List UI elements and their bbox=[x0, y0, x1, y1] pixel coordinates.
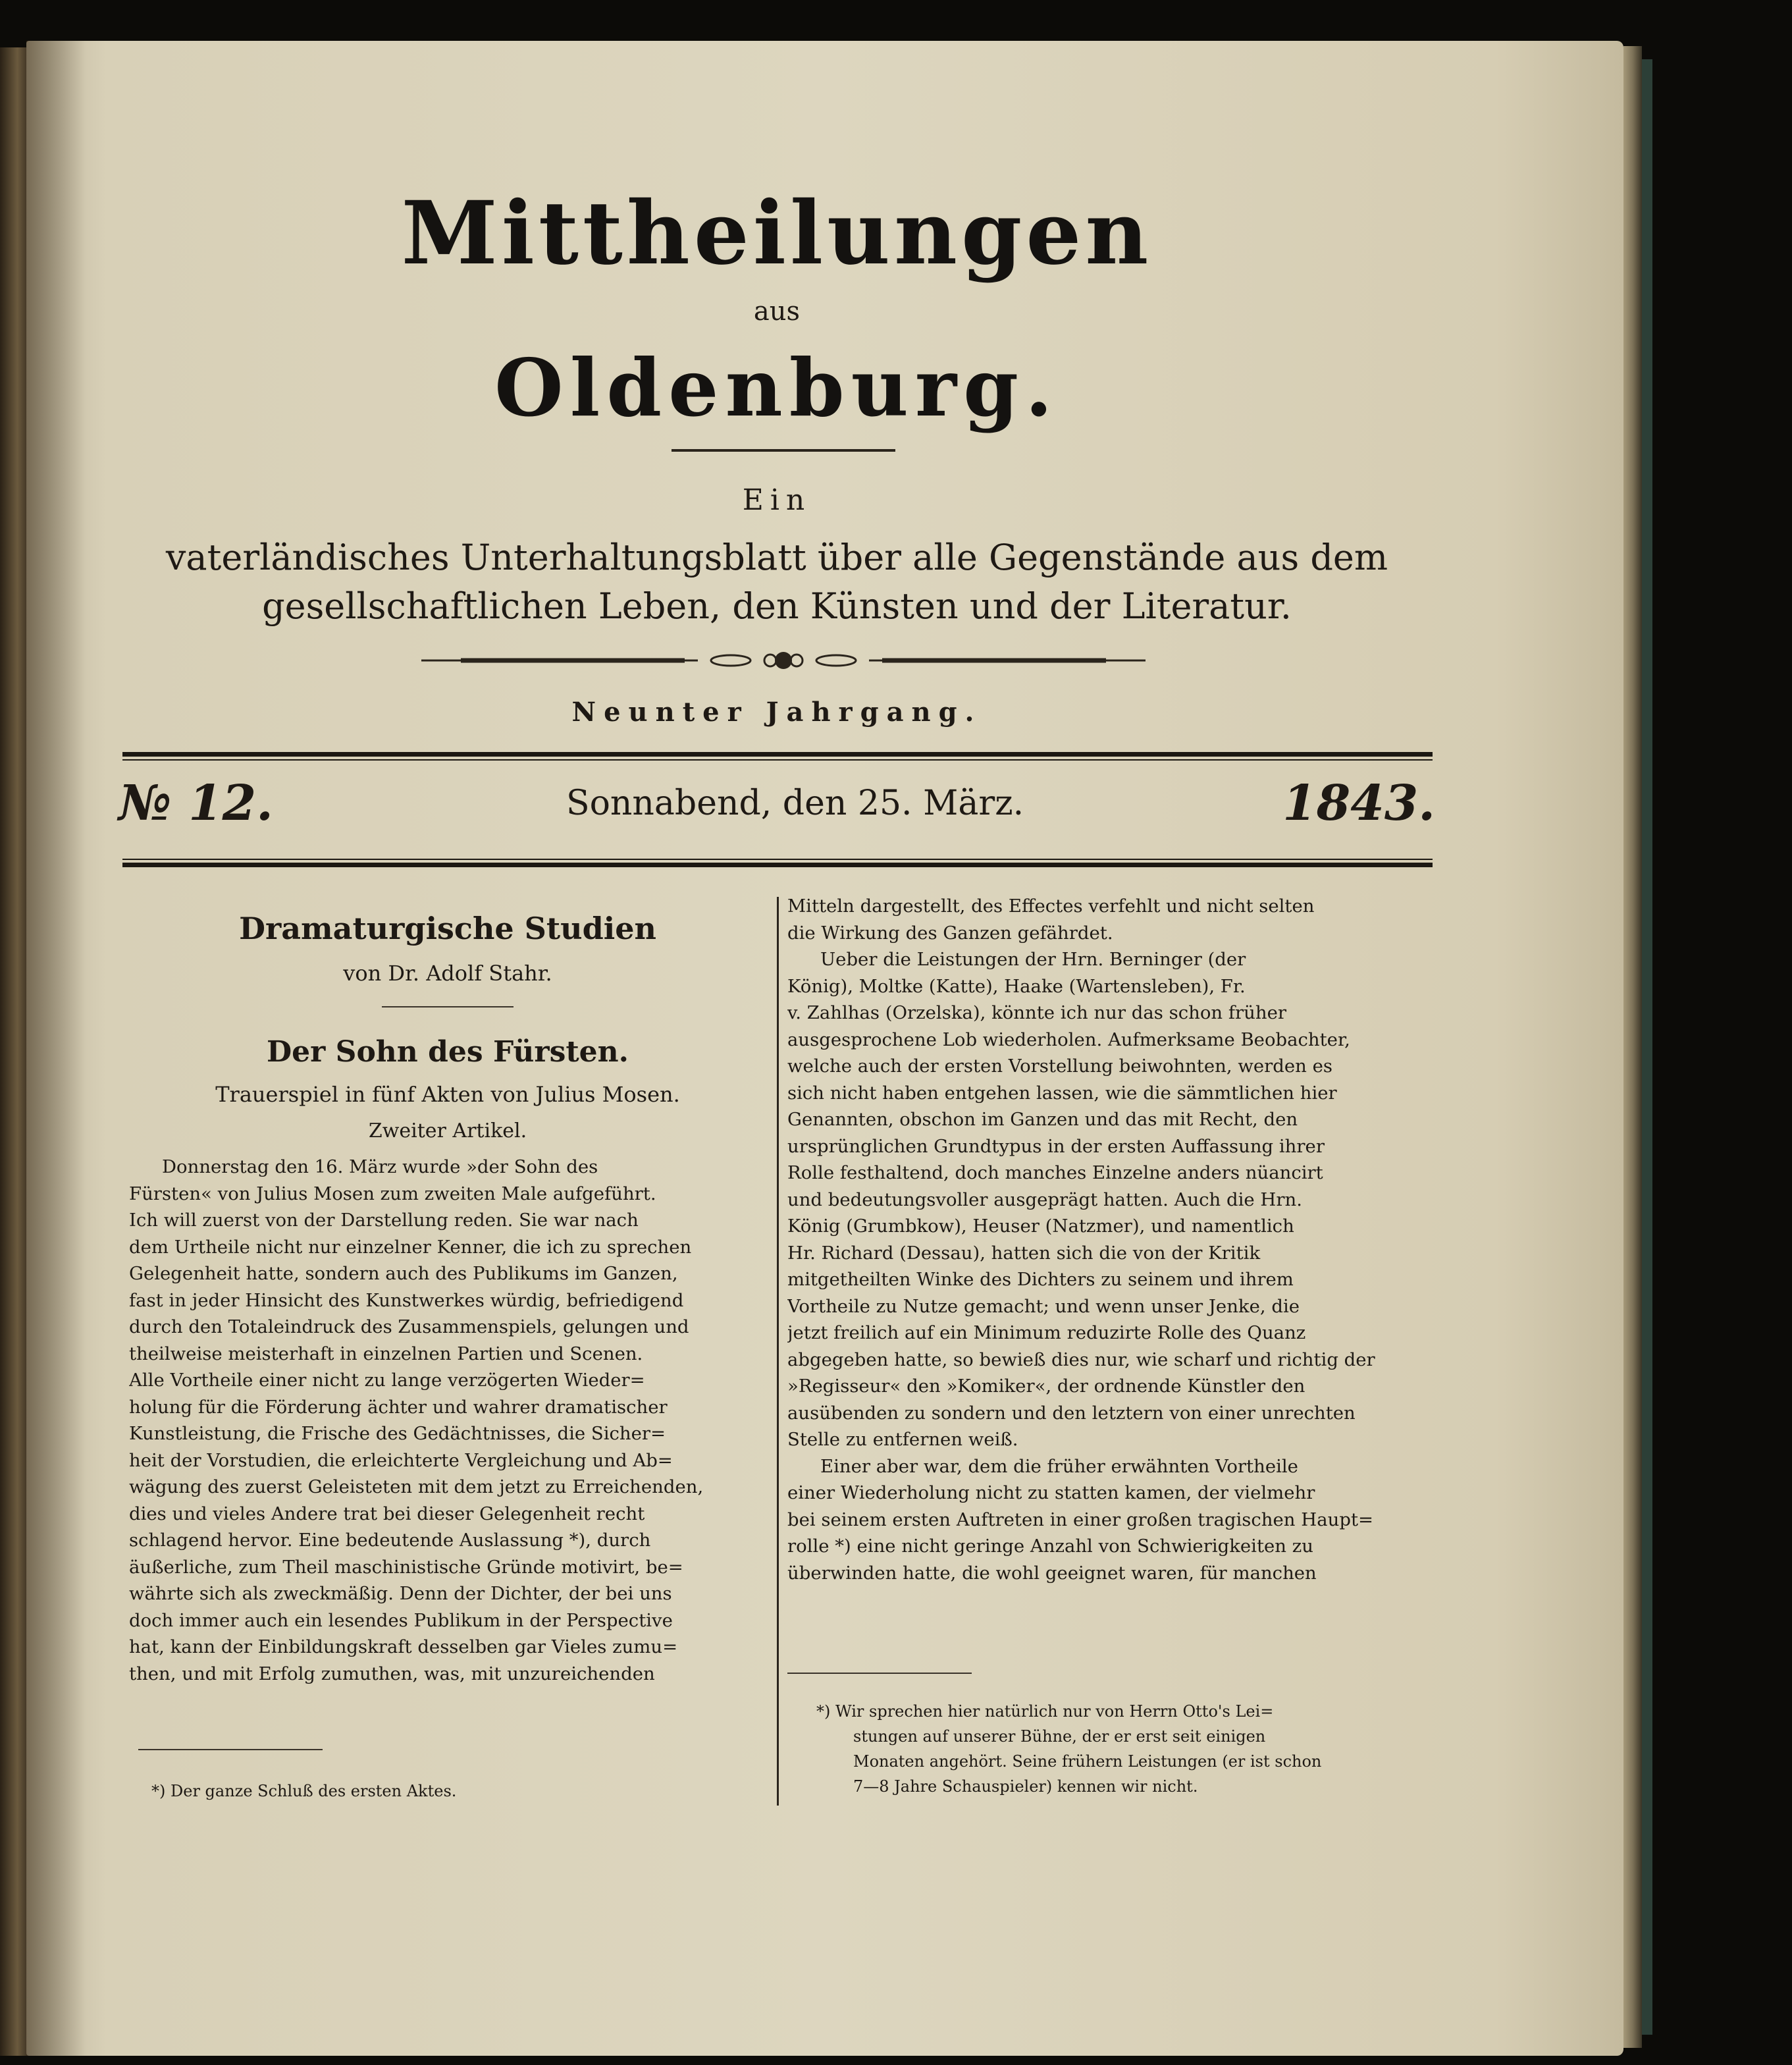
text-line: König (Grumbkow), Heuser (Natzmer), und namentlich bbox=[787, 1216, 1294, 1237]
text-line: hat, kann der Einbildungskraft desselben gar Vieles zumu= bbox=[129, 1636, 678, 1657]
text-line: Gelegenheit hatte, sondern auch des Publikums im Ganzen, bbox=[129, 1263, 678, 1284]
masthead-title: Mittheilungen bbox=[401, 182, 1153, 284]
text-line: then, und mit Erfolg zumuthen, was, mit unzureichenden bbox=[129, 1663, 655, 1684]
text-line: König), Moltke (Katte), Haake (Wartensleben), Fr. bbox=[787, 975, 1246, 997]
issue-number: № 12. bbox=[119, 775, 273, 832]
text-line: Stelle zu entfernen weiß. bbox=[787, 1429, 1018, 1450]
book-cover-edge bbox=[1642, 59, 1652, 2035]
issue-year: 1843. bbox=[1282, 775, 1435, 832]
text-line: Ich will zuerst von der Darstellung reden. Sie war nach bbox=[129, 1210, 639, 1231]
footnote-left: *) Der ganze Schluß des ersten Aktes. bbox=[151, 1782, 457, 1800]
column-divider bbox=[777, 897, 779, 1806]
issue-rule-bottom-thin bbox=[122, 859, 1433, 860]
footnote-line: *) Wir sprechen hier natürlich nur von Herrn Otto's Lei= bbox=[816, 1702, 1274, 1721]
previous-leaf bbox=[0, 47, 29, 2056]
footnote-line: stungen auf unserer Bühne, der er erst seit einigen bbox=[853, 1727, 1266, 1746]
text-line: Kunstleistung, die Frische des Gedächtnisses, die Sicher= bbox=[129, 1423, 666, 1444]
article-author: von Dr. Adolf Stahr. bbox=[343, 961, 552, 986]
article-part: Zweiter Artikel. bbox=[368, 1119, 527, 1142]
text-line: Genannten, obschon im Ganzen und das mit Recht, den bbox=[787, 1109, 1298, 1130]
text-line: Mitteln dargestellt, des Effectes verfehlt und nicht selten bbox=[787, 896, 1315, 917]
issue-rule-bottom bbox=[122, 863, 1433, 867]
text-line: einer Wiederholung nicht zu statten kamen, der vielmehr bbox=[787, 1482, 1315, 1503]
text-line: Vortheile zu Nutze gemacht; und wenn unser Jenke, die bbox=[787, 1295, 1300, 1317]
issue-rule-top-thin bbox=[122, 759, 1433, 761]
text-line: welche auch der ersten Vorstellung beiwohnten, werden es bbox=[787, 1056, 1332, 1077]
text-line: rolle *) eine nicht geringe Anzahl von Schwierigkeiten zu bbox=[787, 1536, 1313, 1557]
text-line: die Wirkung des Ganzen gefährdet. bbox=[787, 922, 1113, 944]
text-line: »Regisseur« den »Komiker«, der ordnende Künstler den bbox=[787, 1376, 1305, 1397]
page-gutter-shadow bbox=[26, 41, 86, 2056]
text-line: fast in jeder Hinsicht des Kunstwerkes würdig, befriedigend bbox=[129, 1289, 684, 1311]
text-line: jetzt freilich auf ein Minimum reduzirte Rolle des Quanz bbox=[787, 1322, 1306, 1343]
text-line: Alle Vortheile einer nicht zu lange verzögerten Wieder= bbox=[129, 1370, 645, 1391]
text-line: überwinden hatte, die wohl geeignet waren, für manchen bbox=[787, 1562, 1317, 1584]
ornament-rule bbox=[421, 652, 1146, 669]
text-line: sich nicht haben entgehen lassen, wie die sämmtlichen hier bbox=[787, 1082, 1337, 1104]
article-title: Dramaturgische Studien bbox=[239, 911, 656, 946]
issue-date: Sonnabend, den 25. März. bbox=[566, 784, 1024, 823]
text-line: ausgesprochene Lob wiederholen. Aufmerksame Beobachter, bbox=[787, 1029, 1350, 1050]
text-line: dem Urtheile nicht nur einzelner Kenner, die ich zu sprechen bbox=[129, 1236, 692, 1258]
text-line: währte sich als zweckmäßig. Denn der Dichter, der bei uns bbox=[129, 1583, 672, 1604]
text-line: dies und vieles Andere trat bei dieser Gelegenheit recht bbox=[129, 1503, 645, 1524]
masthead-rule bbox=[672, 449, 895, 452]
text-line: Hr. Richard (Dessau), hatten sich die von der Kritik bbox=[787, 1242, 1261, 1264]
play-title: Der Sohn des Fürsten. bbox=[267, 1035, 629, 1069]
text-line: äußerliche, zum Theil maschinistische Gründe motivirt, be= bbox=[129, 1556, 683, 1578]
masthead-subtitle: vaterländisches Unterhaltungsblatt über alle Gegenstände aus dem gesellschaftlichen Leben, den Künsten und der Literatur. bbox=[165, 537, 1388, 627]
text-line: ursprünglichen Grundtypus in der ersten Auffassung ihrer bbox=[787, 1135, 1325, 1157]
footnote-right bbox=[816, 1699, 1422, 1804]
text-line: ausübenden zu sondern und den letztern von einer unrechten bbox=[787, 1402, 1356, 1424]
text-line: theilweise meisterhaft in einzelnen Partien und Scenen. bbox=[129, 1343, 643, 1364]
text-line: mitgetheilten Winke des Dichters zu seinem und ihrem bbox=[787, 1269, 1294, 1290]
text-line: doch immer auch ein lesendes Publikum in der Perspective bbox=[129, 1609, 673, 1631]
text-line: schlagend hervor. Eine bedeutende Auslassung *), durch bbox=[129, 1530, 651, 1551]
text-line: Ueber die Leistungen der Hrn. Berninger (der bbox=[820, 949, 1246, 970]
text-line: Einer aber war, dem die früher erwähnten Vortheile bbox=[820, 1455, 1298, 1477]
text-line: holung für die Förderung ächter und wahrer dramatischer bbox=[129, 1396, 668, 1418]
footnote-line: 7—8 Jahre Schauspieler) kennen wir nicht. bbox=[853, 1777, 1198, 1796]
masthead-place: Oldenburg. bbox=[494, 342, 1059, 435]
footnote-line: Monaten angehört. Seine frühern Leistungen (er ist schon bbox=[853, 1752, 1322, 1771]
text-line: heit der Vorstudien, die erleichterte Vergleichung und Ab= bbox=[129, 1449, 673, 1471]
text-line: abgegeben hatte, so bewieß dies nur, wie scharf und richtig der bbox=[787, 1349, 1375, 1370]
text-line: durch den Totaleindruck des Zusammenspiels, gelungen und bbox=[129, 1316, 689, 1337]
issue-rule-top bbox=[122, 752, 1433, 757]
text-line: und bedeutungsvoller ausgeprägt hatten. Auch die Hrn. bbox=[787, 1189, 1303, 1210]
left-column-text bbox=[129, 1154, 756, 1687]
text-line: wägung des zuerst Geleisteten mit dem jetzt zu Erreichenden, bbox=[129, 1476, 704, 1497]
text-line: Donnerstag den 16. März wurde »der Sohn des bbox=[162, 1156, 598, 1177]
text-line: Fürsten« von Julius Mosen zum zweiten Male aufgeführt. bbox=[129, 1183, 656, 1204]
masthead-ein: Ein bbox=[742, 483, 812, 517]
footnote-rule-right bbox=[787, 1673, 972, 1674]
title-separator bbox=[382, 1006, 514, 1007]
text-line: v. Zahlhas (Orzelska), könnte ich nur das schon früher bbox=[787, 1002, 1287, 1023]
right-column-text bbox=[787, 893, 1421, 1586]
play-subtitle: Trauerspiel in fünf Akten von Julius Mosen. bbox=[215, 1082, 680, 1107]
page-stack-edge bbox=[1623, 46, 1642, 2048]
masthead-aus: aus bbox=[753, 296, 801, 327]
footnote-rule-left bbox=[138, 1749, 323, 1750]
text-line: bei seinem ersten Auftreten in einer großen tragischen Haupt= bbox=[787, 1509, 1374, 1530]
text-line: Rolle festhaltend, doch manches Einzelne anders nüancirt bbox=[787, 1162, 1323, 1183]
volume-label: Neunter Jahrgang. bbox=[571, 697, 982, 728]
